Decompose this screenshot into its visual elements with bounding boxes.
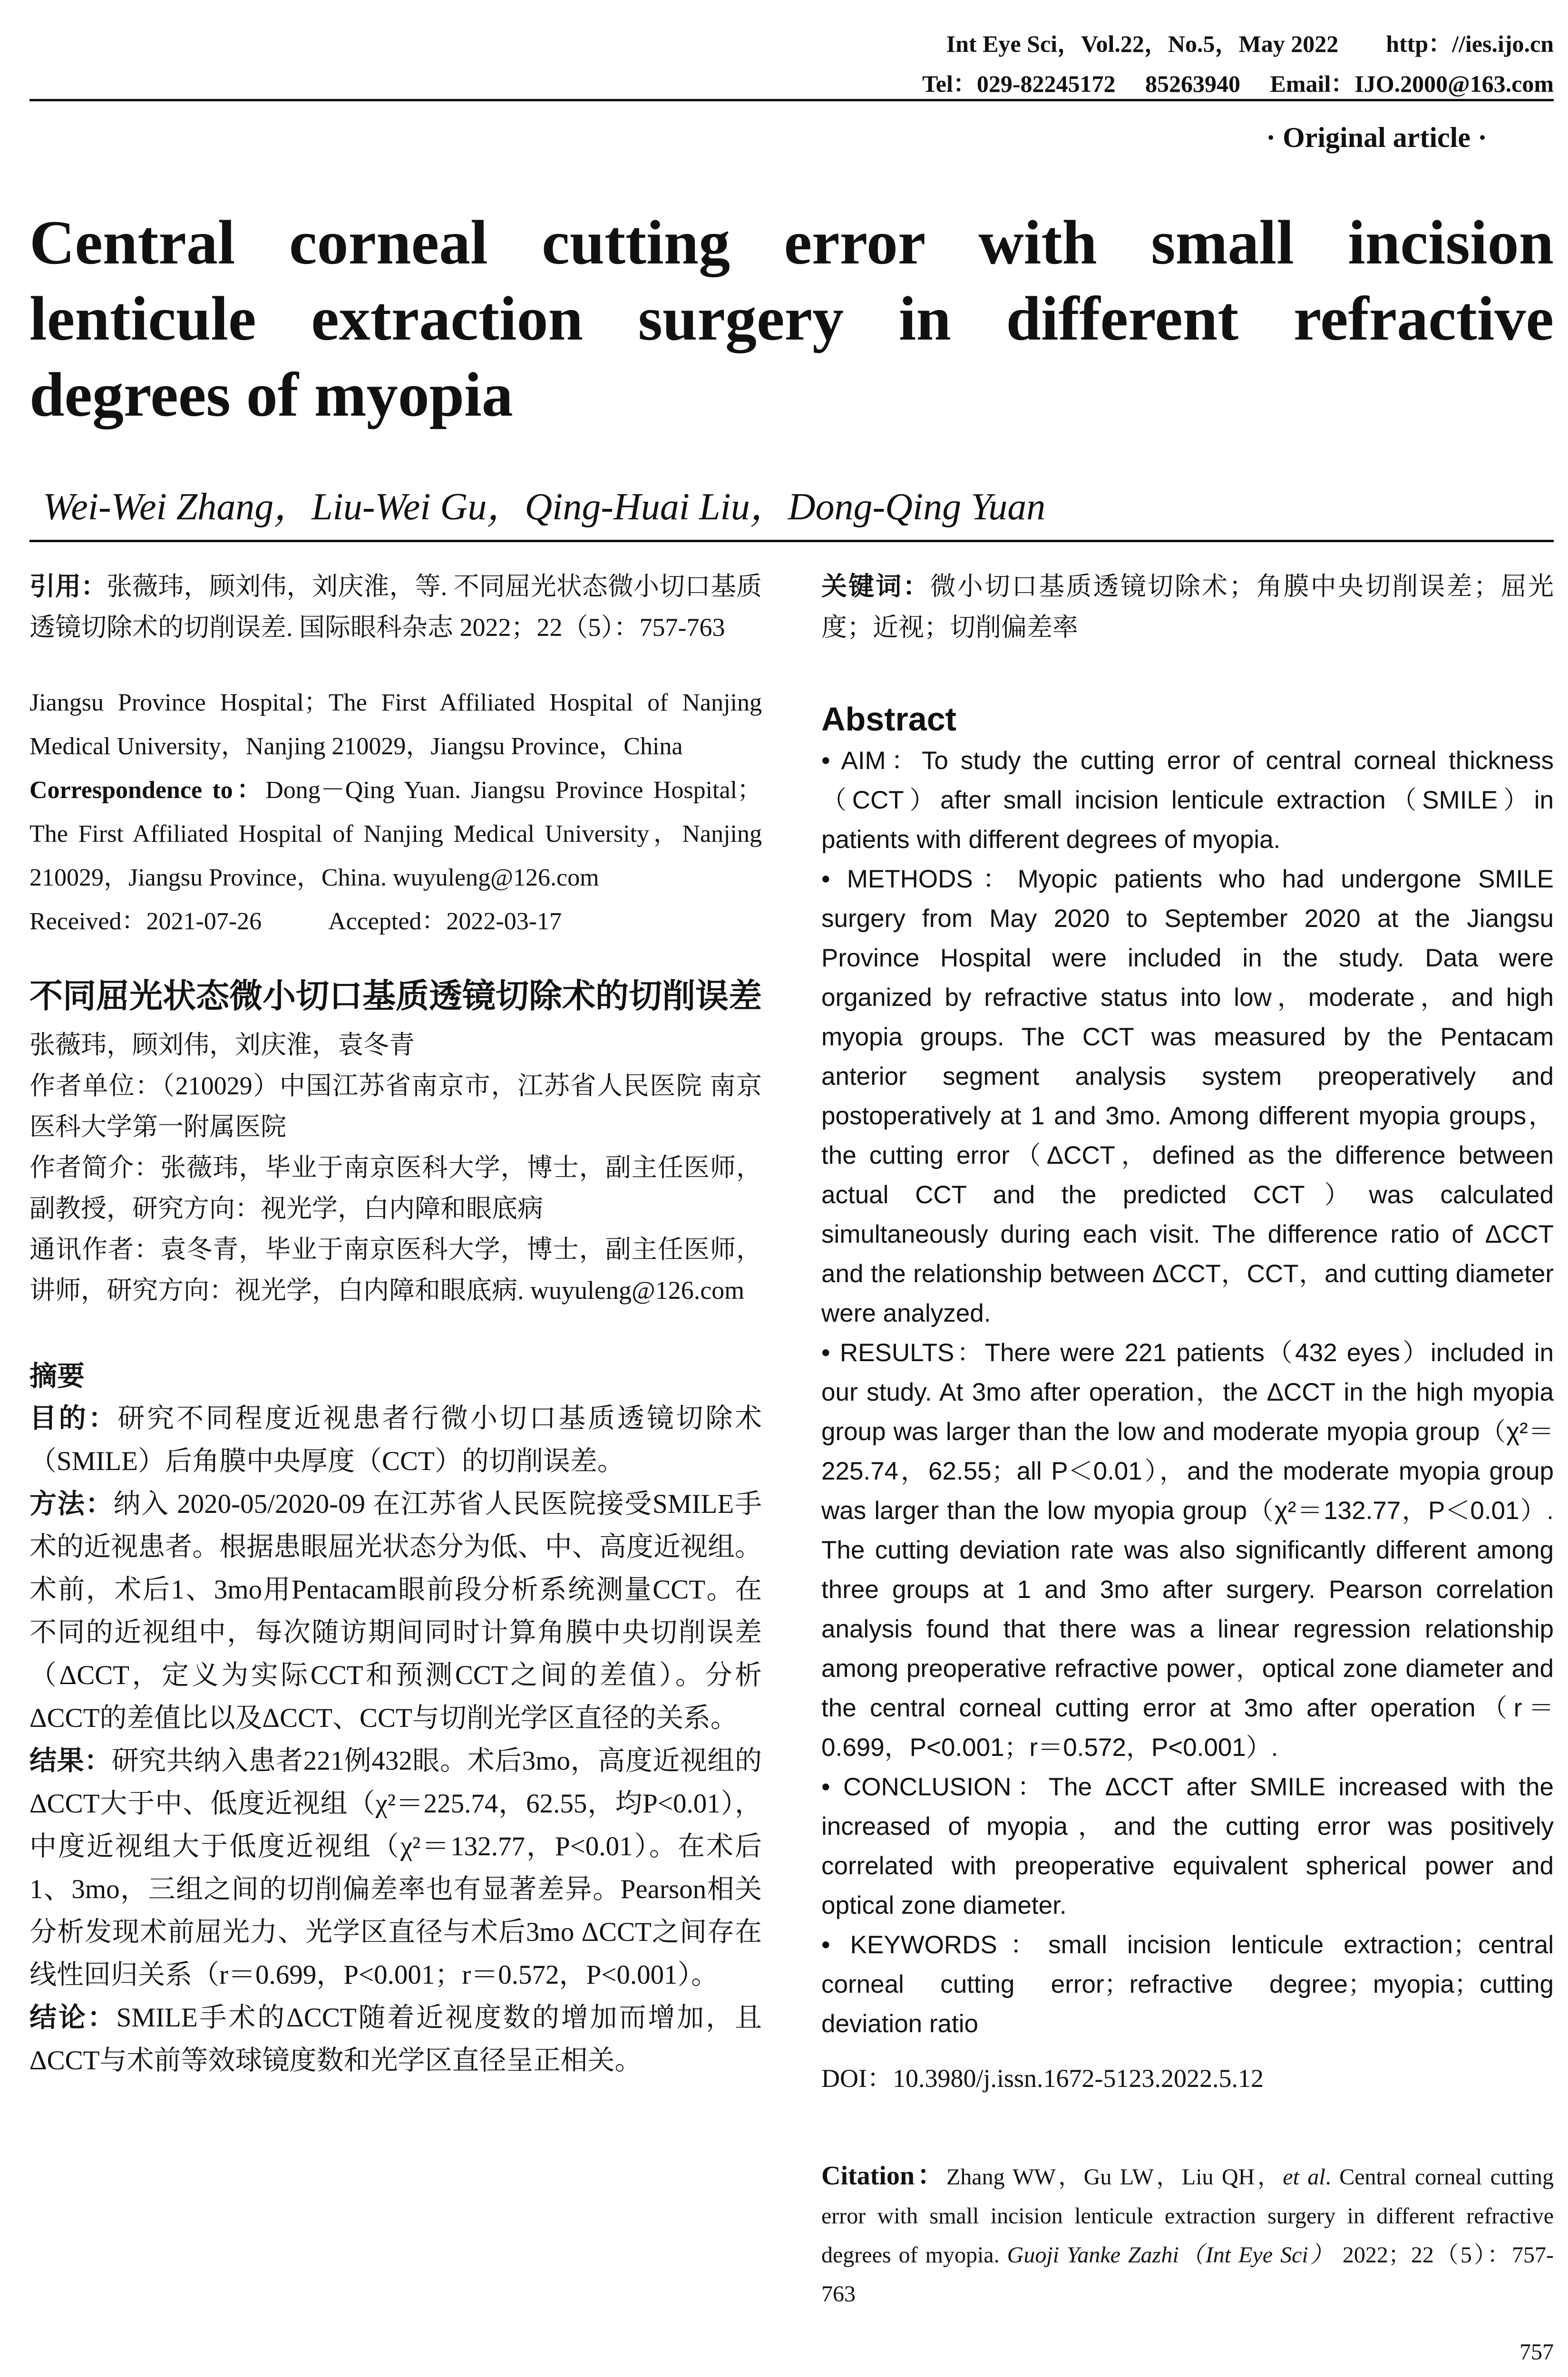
abstract-heading: Abstract [821,701,956,738]
cn-aim-label: 目的： [29,1403,118,1433]
cn-conclusion [29,1997,762,2082]
doi: DOI：10.3980/j.issn.1672-5123.2022.5.12 [821,2064,1264,2093]
citation-en-tail: 2022；22（5）：757-763 [821,2242,1554,2307]
citation-en-label: Citation： [821,2161,946,2191]
header-rule [29,99,1554,101]
chinese-authors: 张薇玮，顾刘伟，刘庆淮，袁冬青 [29,1031,415,1059]
title-rule [29,540,1554,542]
abstract-results: • RESULTS：There were 221 patients（432 eyes）included in our study. At 3mo after operation，the ΔCCT in the high myopia group was larger than the low and moderate myopia group（χ²＝225.74，62.55；all P＜0.01），and the moderate myopia group was larger than the low myopia group（χ²＝132.77，P＜0.01）. The cutting deviation rate was also significantly different among three groups at 1 and 3mo after surgery. Pearson correlation analysis found that there was a linear regression relationship among preoperative refractive power，optical zone diameter and the central corneal cutting error at 3mo after operation（r＝0.699，P<0.001；r＝0.572，P<0.001）. [821,1339,1554,1762]
dates [29,900,762,944]
cn-methods-label: 方法： [29,1489,114,1519]
correspondence-label: Correspondence to： [29,777,266,804]
abstract-methods: • METHODS：Myopic patients who had undergone SMILE surgery from May 2020 to September 2020 at the Jiangsu Province Hospital were included in the study. Data were organized by refractive status into low，moderate，and high myopia groups. The CCT was measured by the Pentacam anterior segment analysis system preoperatively and postoperatively at 1 and 3mo. Among different myopia groups，the cutting error（ΔCCT，defined as the difference between actual CCT and the predicted CCT）was calculated simultaneously during each visit. The difference ratio of ΔCCT and the relationship between ΔCCT，CCT，and cutting diameter were analyzed. [821,865,1554,1327]
article-type-label: · Original article · [1266,122,1487,153]
author-list: Wei-Wei Zhang，Liu-Wei Gu，Qing-Huai Liu，Dong-Qing Yuan [43,486,1046,528]
chinese-abstract [29,1397,762,2082]
accepted-date: Accepted：2022-03-17 [328,908,562,935]
journal-header [0,0,1568,109]
right-column [821,566,1554,2314]
cn-results-text: 研究共纳入患者221例432眼。术后3mo，高度近视组的ΔCCT大于中、低度近视组（χ²＝225.74，62.55，均P<0.01），中度近视组大于低度近视组（χ²＝132.77，P<0.01）。在术后1、3mo，三组之间的切削偏差率也有显著差异。Pearson相关分析发现术前屈光力、光学区直径与术后3mo ΔCCT之间存在线性回归关系（r＝0.699，P<0.001；r＝0.572，P<0.001）。 [29,1746,762,1990]
cn-aim [29,1397,762,1483]
english-abstract [821,741,1554,2044]
page-number: 757 [1519,2339,1554,2365]
journal-contact-line: Tel：029-82245172 85263940 Email：IJO.2000@163.com [922,70,1554,97]
affiliation: Jiangsu Province Hospital；The First Affiliated Hospital of Nanjing Medical University，Nanjing 210029，Jiangsu Province，China [29,689,762,760]
received-date: Received：2021-07-26 [29,908,262,935]
keywords-cn [821,566,1554,648]
cn-conclusion-text: SMILE手术的ΔCCT随着近视度数的增加而增加，且ΔCCT与术前等效球镜度数和光学区直径呈正相关。 [29,2003,762,2075]
cn-methods [29,1483,762,1740]
correspondence-text: Dong－Qing Yuan. Jiangsu Province Hospital；The First Affiliated Hospital of Nanjing Medical University，Nanjing 210029，Jiangsu Province，China. wuyuleng@126.com [29,777,762,891]
citation-en-body: . Central corneal cutting error with small incision lenticule extraction surgery in different refractive degrees of myopia. [821,2164,1554,2268]
chinese-title: 不同屈光状态微小切口基质透镜切除术的切削误差 [29,977,762,1014]
article-title: Central corneal cutting error with small incision lenticule extraction surgery in different refractive degrees of myopia [29,207,1554,429]
citation-cn-text: 张薇玮，顾刘伟，刘庆淮，等. 不同屈光状态微小切口基质透镜切除术的切削误差. 国际眼科杂志 2022；22（5）：757-763 [29,572,762,642]
cn-results-label: 结果： [29,1746,112,1776]
keywords-cn-label: 关键词： [821,572,930,601]
citation-en-etal: et al [1283,2164,1325,2190]
abstract-aim: • AIM：To study the cutting error of central corneal thickness（CCT）after small incision lenticule extraction（SMILE）in patients with different degrees of myopia. [821,747,1554,854]
correspondence [29,769,762,900]
abstract-conclusion: • CONCLUSION：The ΔCCT after SMILE increased with the increased of myopia，and the cutting error was positively correlated with preoperative equivalent spherical power and optical zone diameter. [821,1773,1554,1919]
citation-en-authors: Zhang WW，Gu LW，Liu QH， [946,2164,1283,2190]
author-unit: 作者单位：（210029）中国江苏省南京市，江苏省人民医院 南京医科大学第一附属医院 [29,1072,762,1141]
cn-results [29,1740,762,1997]
citation-en [821,2156,1554,2314]
cn-methods-text: 纳入 2020-05/2020-09 在江苏省人民医院接受SMILE手术的近视患者。根据患眼屈光状态分为低、中、高度近视组。术前，术后1、3mo用Pentacam眼前段分析系统测量CCT。在不同的近视组中，每次随访期间同时计算角膜中央切削误差（ΔCCT，定义为实际CCT和预测CCT之间的差值）。分析ΔCCT的差值比以及ΔCCT、CCT与切削光学区直径的关系。 [29,1489,762,1733]
journal-info-line: Int Eye Sci，Vol.22，No.5，May 2022 http：//ies.ijo.cn [946,30,1554,57]
corresponding-author: 通讯作者：袁冬青，毕业于南京医科大学，博士，副主任医师，讲师，研究方向：视光学，白内障和眼底病. wuyuleng@126.com [29,1235,762,1305]
left-column [29,566,762,2082]
keywords-cn-text: 微小切口基质透镜切除术；角膜中央切削误差；屈光度；近视；切削偏差率 [821,572,1554,642]
cn-aim-text: 研究不同程度近视患者行微小切口基质透镜切除术（SMILE）后角膜中央厚度（CCT）的切削误差。 [29,1403,762,1476]
citation-en-journal: Guoji Yanke Zazhi（Int Eye Sci） [1007,2242,1335,2268]
author-bio: 作者简介：张薇玮，毕业于南京医科大学，博士，副主任医师，副教授，研究方向：视光学，白内障和眼底病 [29,1153,762,1223]
abstract-keywords: • KEYWORDS：small incision lenticule extraction；central corneal cutting error；refractive degree；myopia；cutting deviation ratio [821,1931,1554,2038]
citation-cn-label: 引用： [29,572,107,601]
chinese-abstract-heading: 摘要 [29,1361,85,1392]
citation-cn [29,566,762,648]
cn-conclusion-label: 结论： [29,2003,117,2033]
